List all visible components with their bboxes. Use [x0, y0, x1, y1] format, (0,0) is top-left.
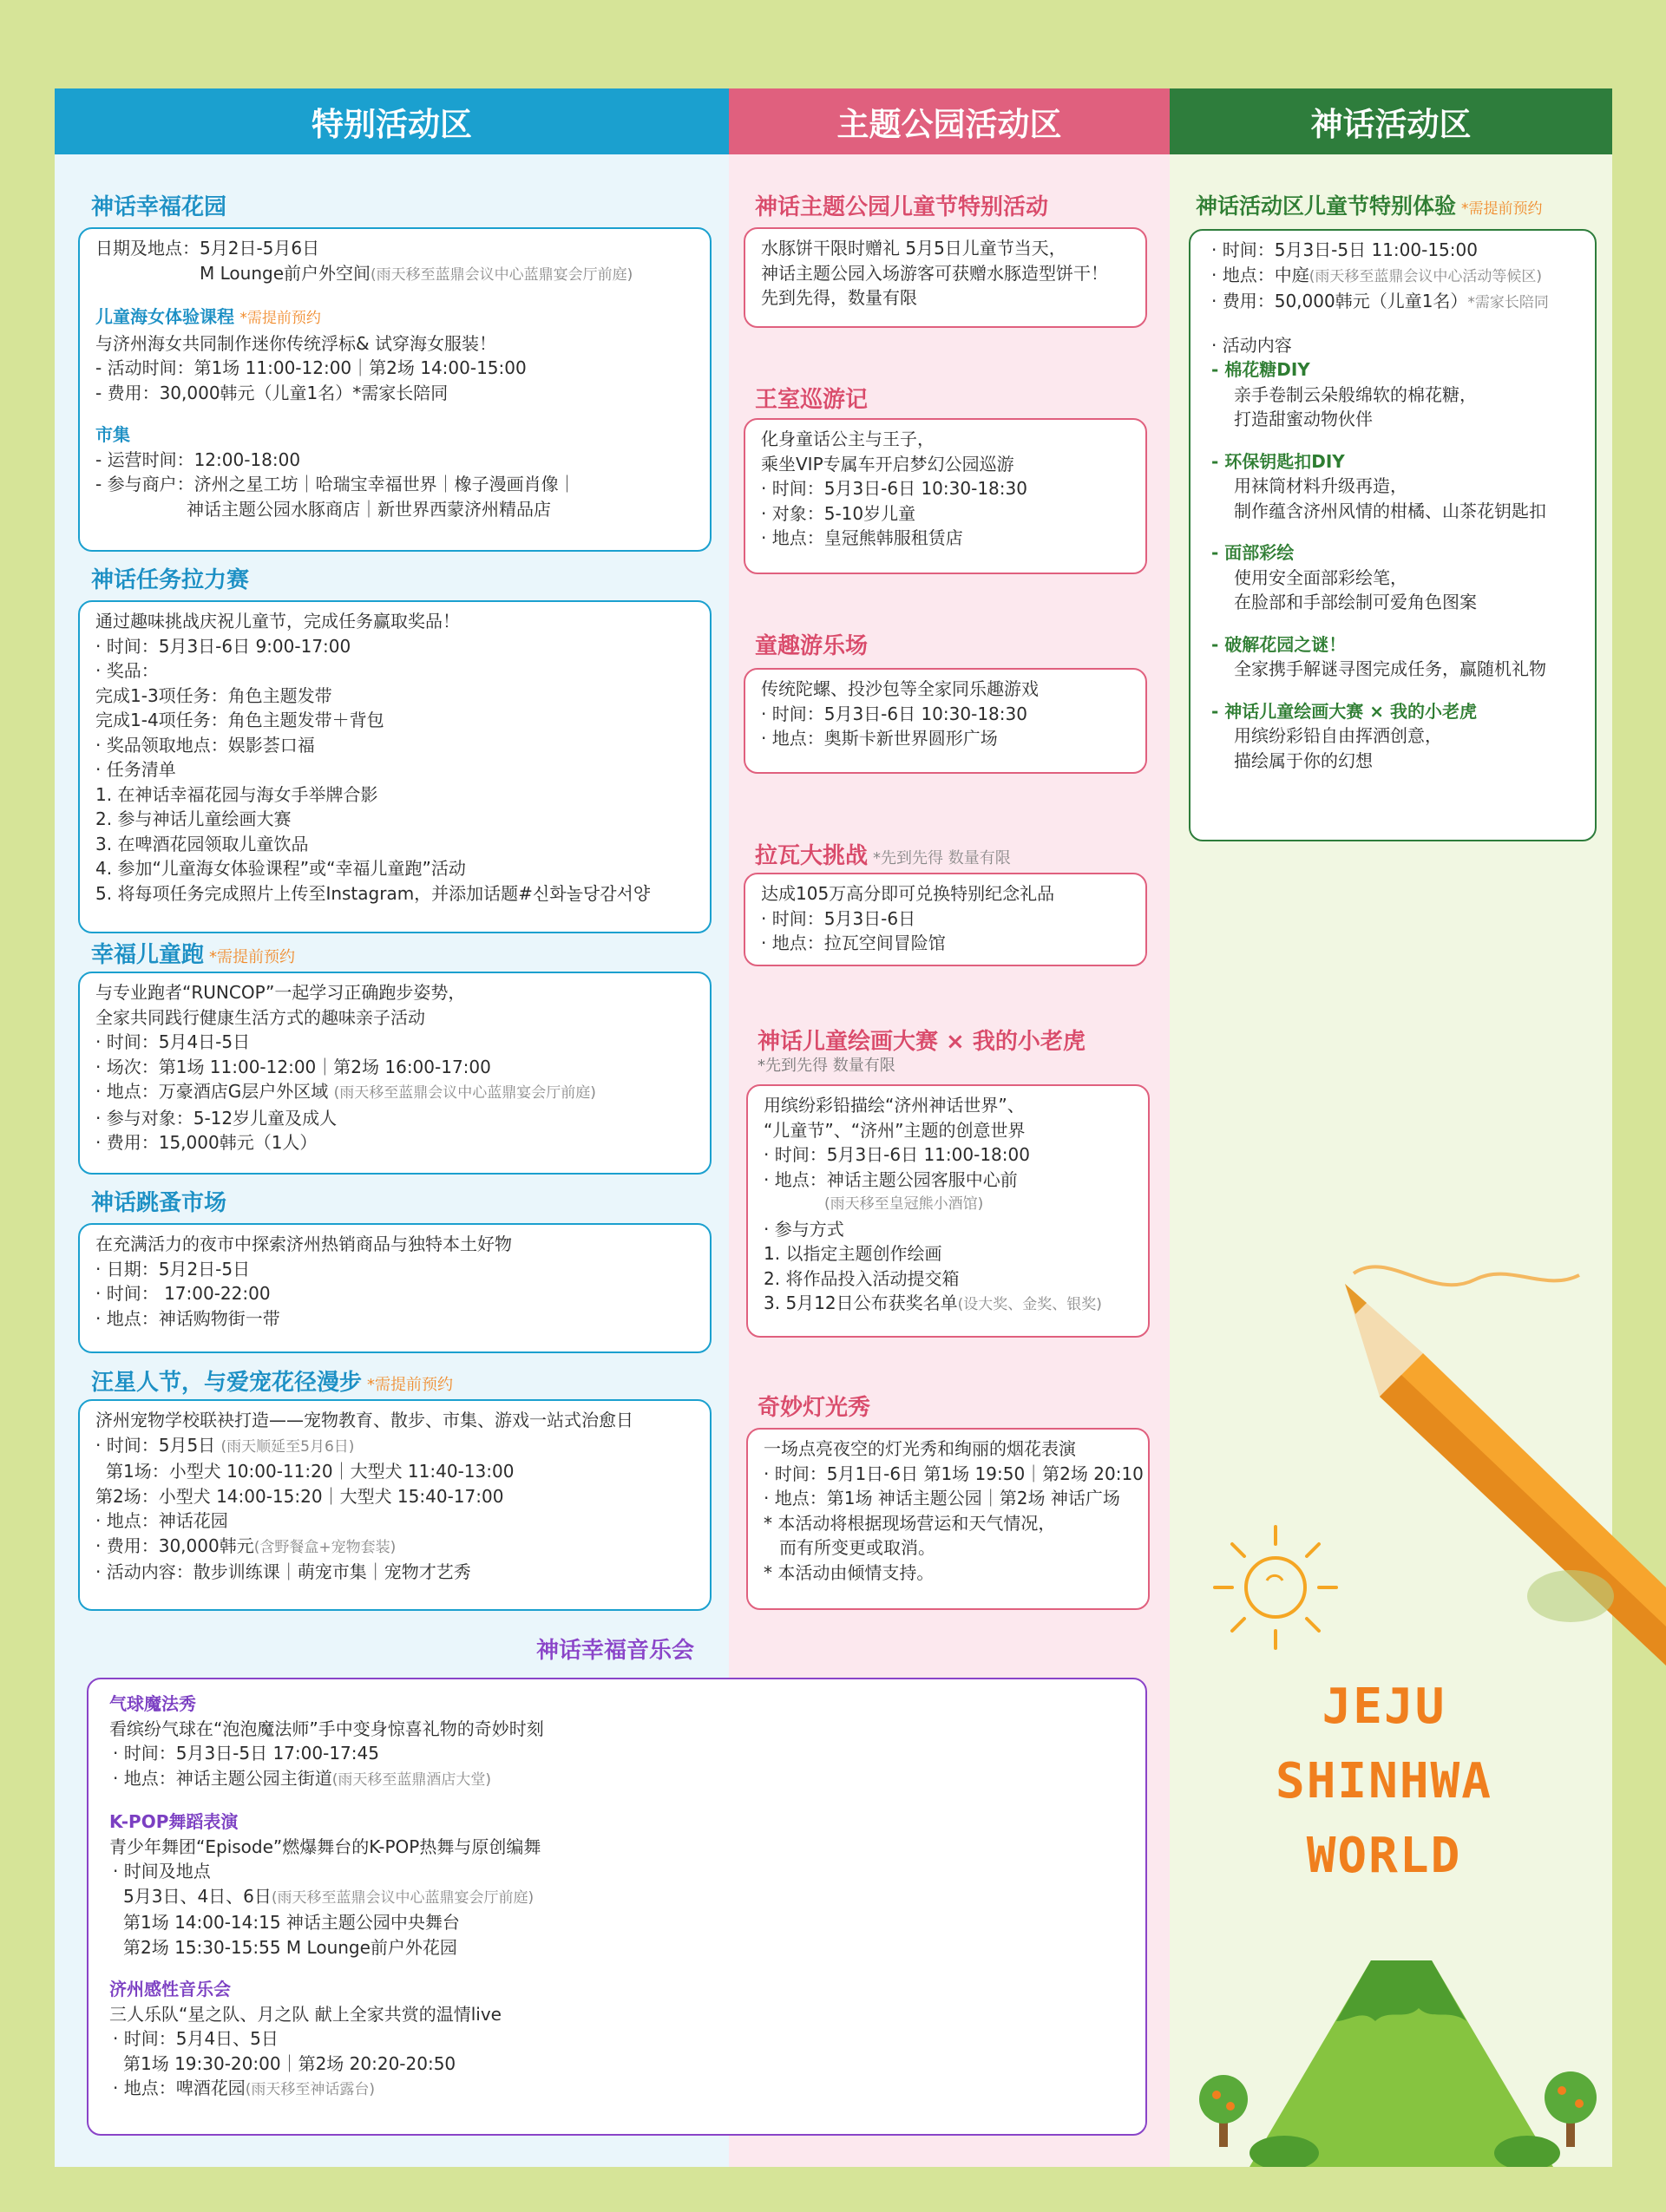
text-line: 在脸部和手部绘制可爱角色图案 — [1234, 592, 1477, 612]
header-special-zone: 特别活动区 — [55, 88, 729, 154]
section-title-playground: 童趣游乐场 — [755, 633, 869, 659]
text-line: · 时间：5月4日-5日 — [95, 1031, 251, 1052]
reservation-note: *需提前预约 — [239, 310, 321, 327]
text-line: M Lounge前户外空间 — [200, 262, 371, 284]
text-line: “儿童节”、“济州”主题的创意世界 — [764, 1119, 1026, 1141]
reservation-note: *需提前预约 — [209, 948, 296, 966]
text-line: 第1场 14:00-14:15 神话主题公园中央舞台 — [123, 1912, 460, 1933]
text-line: - 活动时间：第1场 11:00-12:00｜第2场 14:00-15:00 — [95, 357, 527, 378]
section-title-flea-market: 神话跳蚤市场 — [91, 1190, 227, 1216]
tree-left — [1199, 2075, 1248, 2147]
subtitle-jeju-concert: 济州感性音乐会 — [109, 1979, 231, 1999]
box-royal-parade — [744, 418, 1147, 574]
text-line: 1. 在神话幸福花园与海女手举牌合影 — [95, 783, 378, 805]
text-line: · 地点：皇冠熊韩服租赁店 — [761, 527, 963, 548]
text-line: 济州宠物学校联袂打造——宠物教育、散步、市集、游戏一站式治愈日 — [95, 1410, 633, 1430]
section-title-royal-parade: 王室巡游记 — [755, 387, 869, 413]
text-line: 全家携手解谜寻图完成任务，赢随机礼物 — [1234, 658, 1546, 679]
text-line: 用缤纷彩铅描绘“济州神话世界”、 — [764, 1095, 1025, 1116]
text-line: 看缤纷气球在“泡泡魔法师”手中变身惊喜礼物的奇妙时刻 — [109, 1718, 544, 1739]
text-line: 完成1-3项任务：角色主题发带 — [95, 684, 332, 706]
section-title-happy-garden: 神话幸福花园 — [91, 194, 227, 220]
rain-note: (雨天移至蓝鼎会议中心蓝鼎宴会厅前庭) — [333, 1084, 596, 1102]
text-line: 打造甜蜜动物伙伴 — [1234, 409, 1373, 429]
text-line: · 地点：神话购物街一带 — [95, 1307, 280, 1329]
text-line: · 参与方式 — [764, 1218, 844, 1240]
text-line: 三人乐队“星之队、月之队 献上全家共赏的温情live — [109, 2003, 502, 2025]
header-theme-park-zone: 主题公园活动区 — [729, 88, 1170, 154]
text-line: 而有所变更或取消。 — [779, 1537, 935, 1558]
text-line: 第2场：小型犬 14:00-15:20｜大型犬 15:40-17:00 — [95, 1485, 504, 1507]
title-text: 汪星人节，与爱宠花径漫步 — [91, 1370, 363, 1396]
text-line: · 地点：万豪酒店G层户外区域 — [95, 1081, 329, 1102]
text-line: 通过趣味挑战庆祝儿童节，完成任务赢取奖品！ — [95, 611, 460, 632]
parent-note: *需家长陪同 — [1467, 294, 1549, 311]
text-line: · 时间：5月3日-6日 9:00-17:00 — [95, 635, 351, 657]
logo-line: SHINHWA — [1275, 1753, 1492, 1810]
text-line: 与济州海女共同制作迷你传统浮标& 试穿海女服装！ — [95, 332, 496, 354]
first-come-note: *先到先得 数量有限 — [873, 849, 1011, 867]
section-title-kids-run — [91, 937, 295, 969]
sun-icon — [1206, 1518, 1345, 1657]
tree-right — [1545, 2071, 1597, 2147]
item-title: - 环保钥匙扣DIY — [1211, 450, 1345, 472]
box-mission-rally — [78, 600, 712, 933]
rain-note: (雨天移至蓝鼎会议中心蓝鼎宴会厅前庭) — [371, 265, 633, 284]
mountain-peak — [1336, 1960, 1466, 2021]
text-line: 使用安全面部彩绘笔， — [1234, 566, 1407, 588]
text-line: · 地点：神话主题公园客服中心前 — [764, 1168, 1018, 1190]
text-line: 传统陀螺、投沙包等全家同乐趣游戏 — [761, 678, 1039, 699]
box-drawing-contest — [746, 1084, 1150, 1338]
text-line: · 时间：5月5日 — [95, 1434, 216, 1456]
text-line: 与专业跑者“RUNCOP”一起学习正确跑步姿势， — [95, 982, 466, 1003]
text-line: 3. 5月12日公布获奖名单 — [764, 1293, 958, 1313]
text-line: 化身童话公主与王子， — [761, 429, 935, 449]
box-pet-walk — [78, 1399, 712, 1611]
text-line: 全家共同践行健康生活方式的趣味亲子活动 — [95, 1006, 425, 1028]
text-line: 描绘属于你的幻想 — [1234, 749, 1373, 771]
text-line: · 日期：5月2日-5日 — [95, 1258, 251, 1279]
item-title: - 面部彩绘 — [1211, 542, 1295, 563]
rain-note: (雨天移至皇冠熊小酒馆) — [824, 1195, 984, 1213]
text-line: · 时间：5月1日-6日 第1场 19:50｜第2场 20:10 — [764, 1463, 1144, 1484]
text-line: 第1场：小型犬 10:00-11:20｜大型犬 11:40-13:00 — [106, 1461, 515, 1482]
box-kids-run — [78, 972, 712, 1175]
text-line: · 地点：奥斯卡新世界圆形广场 — [761, 728, 998, 749]
title-text: 拉瓦大挑战 — [755, 843, 869, 869]
item-title: - 破解花园之谜！ — [1211, 633, 1347, 655]
text-line: · 时间： 17:00-22:00 — [95, 1283, 271, 1304]
section-title-myth-special — [1196, 189, 1543, 220]
section-title-park-special: 神话主题公园儿童节特别活动 — [755, 194, 1049, 220]
text-line: · 地点：神话主题公园主街道 — [113, 1767, 332, 1789]
logo-line: JEJU — [1322, 1679, 1446, 1735]
text-line: 用袜筒材料升级再造， — [1234, 475, 1407, 496]
text-line: · 对象：5-10岁儿童 — [761, 502, 916, 524]
text-line: 神话主题公园水豚商店｜新世界西蒙济州精品店 — [187, 498, 551, 520]
text-line: · 地点：中庭 — [1211, 264, 1309, 285]
item-title: - 棉花糖DIY — [1211, 359, 1310, 380]
box-light-show — [746, 1428, 1150, 1610]
text-line: * 本活动将根据现场营运和天气情况， — [764, 1512, 1056, 1534]
text-line: · 时间及地点 — [113, 1861, 211, 1882]
first-come-note: *先到先得 数量有限 — [758, 1057, 895, 1075]
box-lava-challenge — [744, 873, 1147, 966]
pencil-shadow — [1527, 1570, 1614, 1622]
crayon-scribble — [1354, 1266, 1579, 1285]
text-line: 3. 在啤酒花园领取儿童饮品 — [95, 833, 309, 854]
header-myth-zone: 神话活动区 — [1170, 88, 1612, 154]
text-line: - 参与商户：济州之星工坊｜哈瑞宝幸福世界｜橡子漫画肖像｜ — [95, 474, 576, 494]
text-line: 1. 以指定主题创作绘画 — [764, 1243, 942, 1264]
text-line: · 时间：5月3日-5日 11:00-15:00 — [1211, 239, 1478, 260]
pencil-shade — [1380, 1375, 1666, 1666]
section-title-light-show: 奇妙灯光秀 — [758, 1395, 871, 1421]
text-line: 5月3日、4日、6日 — [123, 1885, 272, 1907]
mountain-illustration — [1171, 1926, 1612, 2167]
text-line: - 费用：30,000韩元（儿童1名）*需家长陪同 — [95, 382, 449, 403]
text-line: · 任务清单 — [95, 759, 176, 780]
text-line: 完成1-4项任务：角色主题发带＋背包 — [95, 710, 384, 730]
text-line: · 地点：神话花园 — [95, 1510, 228, 1531]
text-line: - 运营时间：12:00-18:00 — [95, 448, 301, 470]
text-line: · 时间：5月3日-5日 17:00-17:45 — [113, 1743, 379, 1764]
text-line: · 时间：5月4日、5日 — [113, 2028, 279, 2049]
text-line: · 时间：5月3日-6日 11:00-18:00 — [764, 1144, 1030, 1165]
text-line: 一场点亮夜空的灯光秀和绚丽的烟花表演 — [764, 1438, 1076, 1459]
text-line: · 活动内容：散步训练课｜萌宠市集｜宠物才艺秀 — [95, 1561, 471, 1582]
subtitle-kpop: K-POP舞蹈表演 — [109, 1811, 239, 1832]
rain-note: (雨天移至蓝鼎会议中心蓝鼎宴会厅前庭) — [271, 1888, 535, 1907]
text-line: 2. 将作品投入活动提交箱 — [764, 1267, 960, 1289]
text-line: · 费用：30,000韩元 — [95, 1535, 254, 1556]
section-title-drawing-contest: 神话儿童绘画大赛 × 我的小老虎 — [758, 1029, 1086, 1055]
logo-line: WORLD — [1306, 1828, 1462, 1884]
box-playground — [744, 668, 1147, 774]
text-line: 第1场 19:30-20:00｜第2场 20:20-20:50 — [123, 2052, 456, 2074]
text-line: · 地点：第1场 神话主题公园｜第2场 神话广场 — [764, 1488, 1120, 1508]
section-title-concert: 神话幸福音乐会 — [536, 1638, 695, 1664]
text-line: · 场次：第1场 11:00-12:00｜第2场 16:00-17:00 — [95, 1056, 491, 1077]
text-line: · 奖品领取地点：娱影荟口福 — [95, 734, 315, 756]
text-line: 用缤纷彩铅自由挥洒创意， — [1234, 725, 1442, 746]
box-concert — [87, 1678, 1147, 2136]
title-text: 神话活动区儿童节特别体验 — [1196, 193, 1457, 219]
text-line: 先到先得，数量有限 — [761, 287, 917, 308]
reservation-note: *需提前预约 — [367, 1376, 454, 1394]
text-line: · 地点：拉瓦空间冒险馆 — [761, 933, 946, 953]
text-line: · 奖品： — [95, 660, 159, 681]
award-note: (设大奖、金奖、银奖) — [957, 1296, 1102, 1313]
text-line: · 时间：5月3日-6日 — [761, 907, 916, 929]
box-myth-special — [1189, 229, 1597, 841]
text-line: 青少年舞团“Episode”燃爆舞台的K-POP热舞与原创编舞 — [109, 1836, 541, 1857]
rain-note: (雨天移至蓝鼎酒店大堂) — [331, 1770, 491, 1789]
section-title-mission-rally: 神话任务拉力赛 — [91, 567, 250, 593]
title-text: 幸福儿童跑 — [91, 942, 205, 968]
text-line: · 时间：5月3日-6日 10:30-18:30 — [761, 478, 1027, 499]
text-line: · 地点：啤酒花园 — [113, 2078, 246, 2098]
box-flea-market — [78, 1223, 712, 1353]
text-line: 水豚饼干限时赠礼 5月5日儿童节当天， — [761, 238, 1066, 259]
section-title-pet-walk — [91, 1365, 453, 1397]
text-line: 乘坐VIP专属车开启梦幻公园巡游 — [761, 453, 1014, 474]
item-title: - 神话儿童绘画大赛 × 我的小老虎 — [1211, 700, 1477, 722]
text-line: * 本活动由倾情支持。 — [764, 1561, 935, 1583]
text-line: · 费用：50,000韩元（儿童1名） — [1211, 291, 1468, 311]
text-line: 在充满活力的夜市中探索济州热销商品与独特本土好物 — [95, 1234, 512, 1254]
text-line: 5. 将每项任务完成照片上传至Instagram，并添加话题#신화놀당감서양 — [95, 882, 651, 904]
text-line: · 费用：15,000韩元（1人） — [95, 1132, 318, 1153]
box-happy-garden — [78, 227, 712, 552]
text-line: 达成105万高分即可兑换特别纪念礼品 — [761, 883, 1055, 904]
text-line: 第2场 15:30-15:55 M Lounge前户外花园 — [123, 1936, 457, 1958]
subtitle-market: 市集 — [95, 424, 130, 445]
fee-note: (含野餐盒+宠物套装) — [253, 1538, 397, 1556]
text-line: 日期及地点：5月2日-5月6日 — [95, 238, 320, 259]
subtitle-haenyeo: 儿童海女体验课程 — [95, 306, 234, 327]
text-line: 4. 参加“儿童海女体验课程”或“幸福儿童跑”活动 — [95, 858, 466, 879]
section-title-lava-challenge — [755, 838, 1011, 870]
rain-note: (雨天顺延至5月6日) — [220, 1437, 355, 1456]
jeju-shinhwa-world-logo — [1210, 1670, 1558, 1894]
rain-note: (雨天移至蓝鼎会议中心活动等候区) — [1309, 267, 1542, 285]
text-line: · 时间：5月3日-6日 10:30-18:30 — [761, 703, 1027, 724]
subtitle-balloon: 气球魔法秀 — [109, 1693, 196, 1714]
text-line: 制作蕴含济州风情的柑橘、山茶花钥匙扣 — [1234, 500, 1546, 521]
text-line: 2. 参与神话儿童绘画大赛 — [95, 808, 292, 829]
text-line: · 活动内容 — [1211, 334, 1292, 356]
text-line: · 参与对象：5-12岁儿童及成人 — [95, 1107, 338, 1129]
box-park-special — [744, 227, 1147, 328]
text-line: 亲手卷制云朵般绵软的棉花糖， — [1234, 383, 1477, 405]
rain-note: (雨天移至神话露台) — [245, 2081, 375, 2098]
reservation-note: *需提前预约 — [1461, 200, 1543, 218]
text-line: 神话主题公园入场游客可获赠水豚造型饼干！ — [761, 262, 1108, 284]
